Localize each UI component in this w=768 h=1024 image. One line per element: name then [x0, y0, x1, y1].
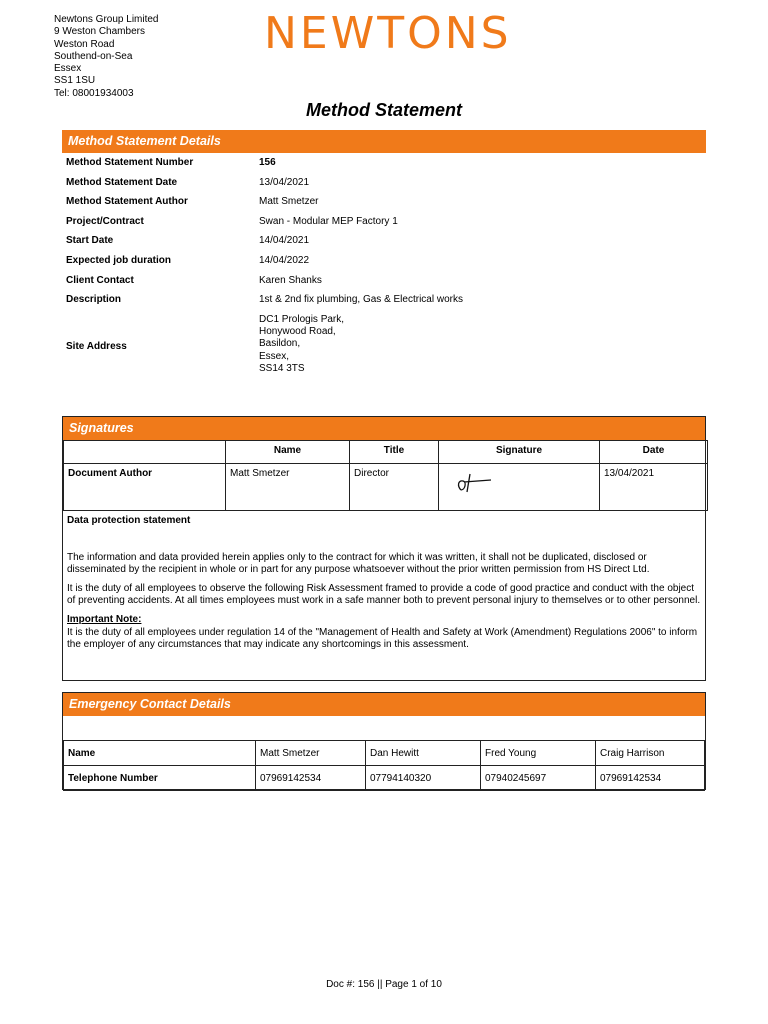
detail-label: Client Contact — [66, 274, 134, 286]
site-address-line: SS14 3TS — [259, 362, 305, 374]
detail-label: Method Statement Date — [66, 176, 178, 188]
contact-name: Matt Smetzer — [256, 741, 366, 766]
column-header — [64, 441, 226, 464]
signatory-title: Director — [350, 464, 439, 511]
signature-date: 13/04/2021 — [600, 464, 708, 511]
data-protection-title: Data protection statement — [67, 515, 191, 526]
signature-row — [64, 464, 708, 511]
signatures-header: Signatures — [63, 417, 705, 440]
detail-row — [62, 251, 706, 271]
detail-label: Project/Contract — [66, 215, 144, 227]
column-header: Date — [600, 441, 708, 464]
detail-row — [62, 192, 706, 212]
site-address-value — [259, 314, 344, 375]
page-title: Method Statement — [305, 100, 462, 120]
company-logo: NEWTONS — [264, 8, 512, 59]
data-protection-block — [63, 511, 705, 652]
column-header: Name — [226, 441, 350, 464]
site-address-line: Basildon, — [259, 338, 301, 350]
contact-name: Dan Hewitt — [366, 741, 481, 766]
important-note-label: Important Note: — [67, 613, 142, 625]
detail-label: Start Date — [66, 235, 114, 247]
signatory-role: Document Author — [64, 464, 226, 511]
phone-label: Telephone Number — [64, 766, 256, 791]
column-header: Signature — [439, 441, 600, 464]
contact-phone: 07794140320 — [366, 766, 481, 791]
detail-row — [62, 290, 706, 310]
detail-row — [62, 212, 706, 232]
details-header: Method Statement Details — [62, 130, 706, 153]
detail-label: Description — [66, 294, 122, 306]
detail-row — [62, 271, 706, 291]
risk-assessment-paragraph: It is the duty of all employees to observe the following Risk Assessment framed to provide a code of good practice and conduct with the object of preventing accidents. At all times employees must work in a safe manner both to prevent personal injury to themselves or to other personnel. — [67, 582, 701, 607]
address-line: Tel: 08001934003 — [54, 87, 134, 99]
detail-value: 14/04/2022 — [259, 254, 310, 266]
name-label: Name — [64, 741, 256, 766]
detail-label: Method Statement Number — [66, 157, 194, 168]
site-address-label: Site Address — [66, 340, 127, 352]
detail-row — [62, 153, 706, 173]
signatures-header-row — [64, 441, 708, 464]
detail-value: Swan - Modular MEP Factory 1 — [259, 215, 398, 227]
blank-row — [63, 716, 705, 741]
important-note-text: It is the duty of all employees under regulation 14 of the "Management of Health and Safety at Work (Amendment) Regulations 2006" to inform the employer of any circumstances that may indicate any shortcomings in this assessment. — [67, 626, 698, 651]
address-line: 9 Weston Chambers — [54, 26, 145, 38]
site-address-line: Honywood Road, — [259, 326, 336, 338]
signatures-section — [62, 416, 706, 681]
page-footer: Doc #: 156 || Page 1 of 10 — [326, 979, 442, 990]
detail-value: 156 — [259, 157, 276, 168]
detail-value: Karen Shanks — [259, 274, 322, 286]
detail-row — [62, 231, 706, 251]
address-line: Essex — [54, 63, 82, 75]
detail-row — [62, 173, 706, 193]
detail-value: 14/04/2021 — [259, 235, 310, 247]
detail-label: Method Statement Author — [66, 196, 188, 208]
address-line: Southend-on-Sea — [54, 50, 133, 62]
contact-phone: 07969142534 — [256, 766, 366, 791]
details-section — [62, 130, 706, 390]
signature-image — [443, 468, 503, 498]
site-address-line: Essex, — [259, 350, 290, 362]
contact-phone: 07969142534 — [596, 766, 705, 791]
signatory-name: Matt Smetzer — [226, 464, 350, 511]
emergency-header: Emergency Contact Details — [63, 693, 705, 716]
signatures-table — [63, 440, 708, 511]
column-header: Title — [350, 441, 439, 464]
address-line: Newtons Group Limited — [54, 14, 159, 25]
detail-label: Expected job duration — [66, 254, 172, 266]
contact-name: Craig Harrison — [596, 741, 705, 766]
contact-phone: 07940245697 — [481, 766, 596, 791]
emergency-table — [63, 741, 705, 791]
emergency-name-row — [64, 741, 705, 766]
address-line: Weston Road — [54, 38, 115, 50]
emergency-phone-row — [64, 766, 705, 791]
emergency-section — [62, 692, 706, 790]
company-address — [54, 14, 159, 100]
signature-cell — [439, 464, 600, 511]
site-address-row — [62, 310, 706, 390]
site-address-line: DC1 Prologis Park, — [259, 313, 345, 325]
data-protection-paragraph: The information and data provided herein applies only to the contract for which it was written, it shall not be duplicated, disclosed or disseminated by the recipient in whole or in part for any purpose whatsoever without the prior written permission from HS Direct Ltd. — [67, 551, 650, 576]
detail-value: 1st & 2nd fix plumbing, Gas & Electrical works — [259, 294, 463, 306]
detail-value: 13/04/2021 — [259, 176, 310, 188]
address-line: SS1 1SU — [54, 75, 96, 87]
detail-value: Matt Smetzer — [259, 196, 319, 208]
contact-name: Fred Young — [481, 741, 596, 766]
